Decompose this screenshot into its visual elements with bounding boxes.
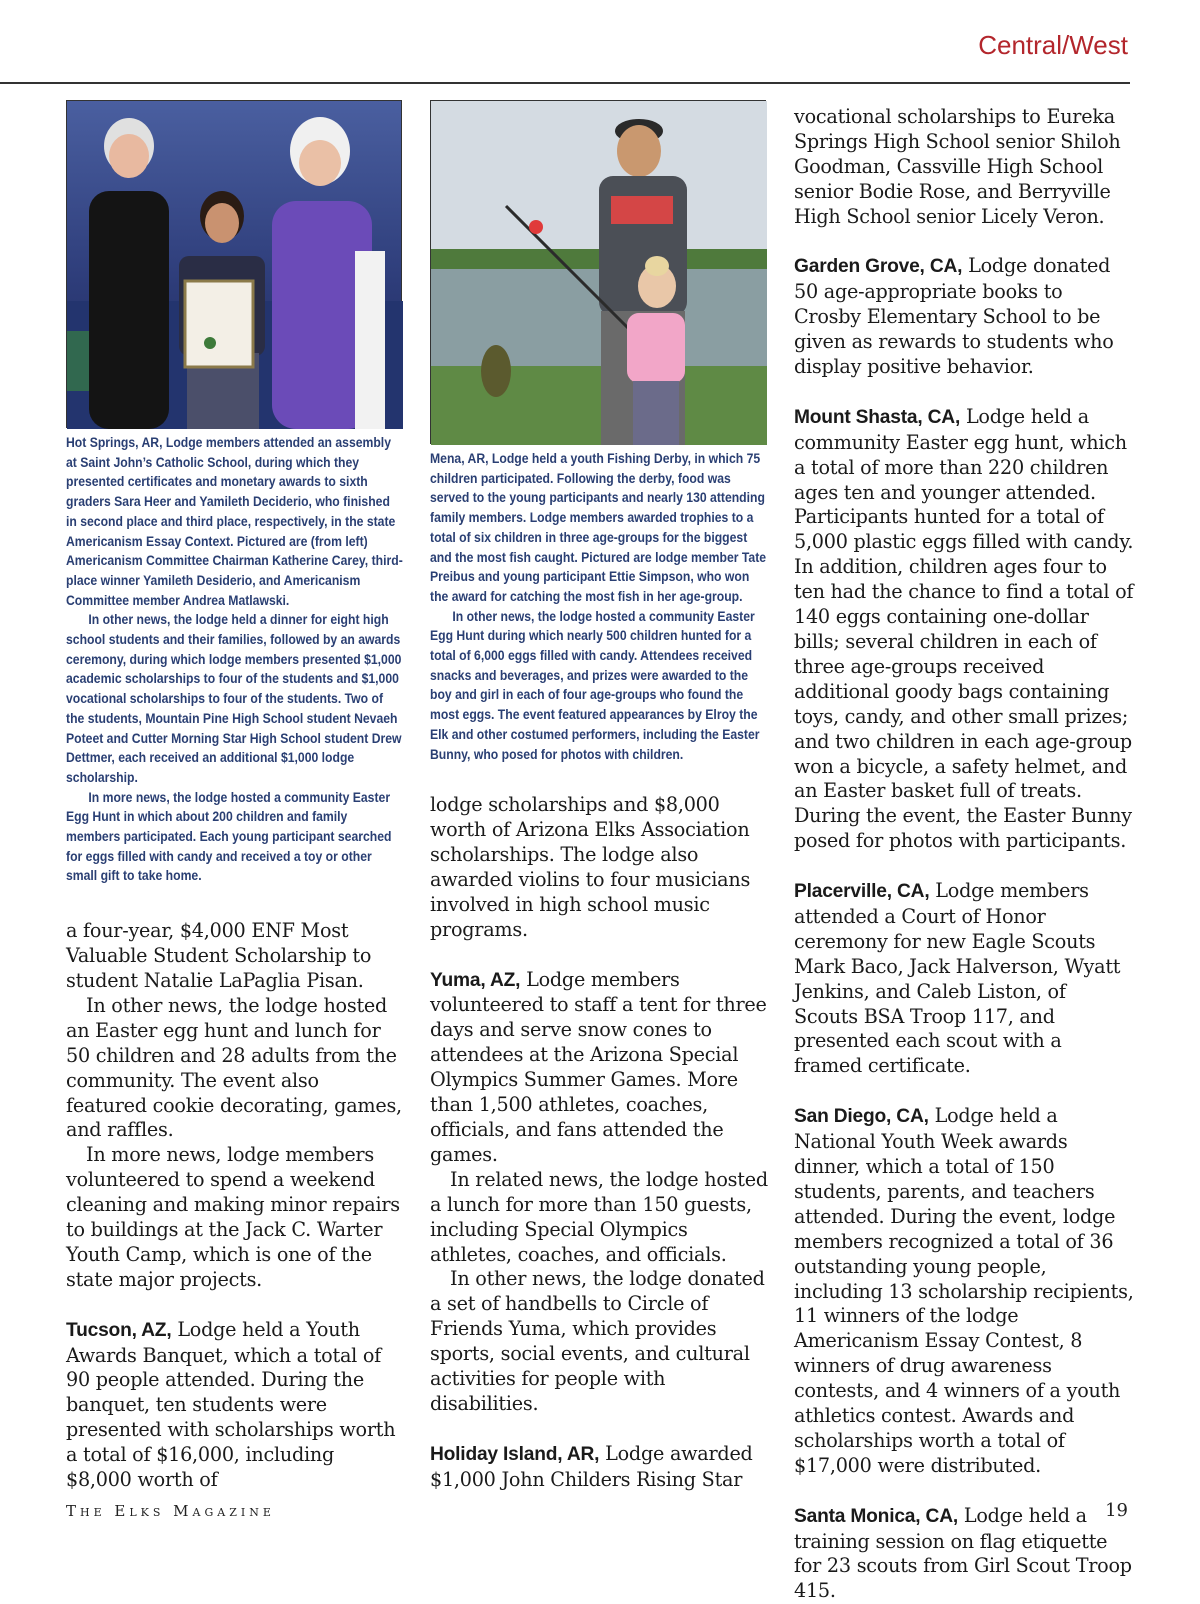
column-3-text <box>794 105 1134 1604</box>
paragraph-text: Lodge held a National Youth Week awards dinner, which a total of 150 students, parents, and teachers attended. During the event, lodge members recognized a total of 36 outstanding young people, including 13 scholarship recipients, 11 winners of the lodge Americanism Essay Contest, 8 winners of drug awareness contests, and 4 winners of a youth athletics contest. Awards and scholarships worth a total of $17,000 were distributed. <box>794 1104 1134 1477</box>
paragraph-text: Lodge members attended a Court of Honor ceremony for new Eagle Scouts Mark Baco, Jack Halverson, Wyatt Jenkins, and Caleb Liston, of Scouts BSA Troop 117, and presented each scout with a framed certificate. <box>794 879 1121 1078</box>
paragraph-text: Lodge held a community Easter egg hunt, which a total of more than 220 children ages ten and younger attended. Participants hunted for a total of 5,000 plastic eggs filled with candy. In addition, children ages four to ten had the chance to find a total of 140 eggs containing one-dollar bills; several children in each of three age-groups received additional goody bags containing toys, candy, and other small prizes; and two children in each age-group won a bicycle, a safety helmet, and an Easter basket full of treats. During the event, the Easter Bunny posed for photos with participants. <box>794 404 1134 853</box>
paragraph-text: Lodge held a training session on flag etiquette for 23 scouts from Girl Scout Troop 415. <box>794 1503 1132 1603</box>
column-1-text <box>66 919 402 1493</box>
paragraph-placerville <box>794 879 1134 1079</box>
photo-hot-springs-illustration <box>67 101 403 429</box>
place-name: Yuma, AZ, <box>430 969 521 991</box>
photo-hot-springs <box>66 100 402 428</box>
header-rule <box>0 82 1130 84</box>
paragraph-holiday-island <box>430 1442 768 1493</box>
caption-hot-springs <box>66 434 403 887</box>
paragraph: In related news, the lodge hosted a lunch for more than 150 guests, including Special Olympics athletes, coaches, and officials. <box>430 1167 768 1266</box>
photo-mena <box>430 100 766 444</box>
place-name: Santa Monica, CA, <box>794 1505 958 1527</box>
place-name: Garden Grove, CA, <box>794 256 963 278</box>
paragraph: In other news, the lodge donated a set of handbells to Circle of Friends Yuma, which provides sports, social events, and cultural activities for people with disabilities. <box>430 1267 765 1415</box>
paragraph: a four-year, $4,000 ENF Most Valuable Student Scholarship to student Natalie LaPaglia Pisan. <box>66 919 372 992</box>
place-name: Mount Shasta, CA, <box>794 406 961 428</box>
place-name: Placerville, CA, <box>794 881 930 903</box>
caption-mena <box>430 450 767 765</box>
caption-place: Hot Springs, AR, <box>66 435 163 451</box>
caption-text: Lodge held a youth Fishing Derby, in which 75 children participated. Following the derby, food was served to the young participants and nearly 130 attending family members. Lodge members awarded trophies to a total of six children in three age-groups for the biggest and the most fish caught. Pictured are lodge member Tate Preibus and young participant Ettie Simpson, who won the award for catching the most fish in her age-group. <box>430 451 767 605</box>
caption-paragraph: In other news, the lodge hosted a community Easter Egg Hunt during which nearly 500 children hunted for a total of 6,000 eggs filled with candy. Attendees received snacks and beverages, and prizes were awarded to the boy and girl in each of four age-groups who found the most eggs. The event featured appearances by Elroy the Elk and other costumed performers, including the Easter Bunny, who posed for photos with children. <box>430 608 760 763</box>
paragraph-text: Lodge donated 50 age-appropriate books to Crosby Elementary School to be given as rewards to students who display positive behavior. <box>794 254 1114 379</box>
paragraph: lodge scholarships and $8,000 worth of Arizona Elks Association scholarships. The lodge also awarded violins to four musicians involved in high school music programs. <box>430 793 751 941</box>
section-label: Central/West <box>978 30 1128 60</box>
caption-place: Mena, AR, <box>430 451 489 467</box>
column-2 <box>430 100 768 1493</box>
paragraph-text: Lodge members volunteered to staff a tent for three days and serve snow cones to attendees at the Arizona Special Olympics Summer Games. More than 1,500 athletes, coaches, officials, and fans attended the games. <box>430 967 767 1166</box>
caption-text: Lodge members attended an assembly at Saint John’s Catholic School, during which they presented certificates and monetary awards to sixth graders Sara Heer and Yamileth Deciderio, who finished in second place and third place, respectively, in the state Americanism Essay Context. Pictured are (from left) Americanism Committee Chairman Katherine Carey, third-place winner Yamileth Desiderio, and Americanism Committee member Andrea Matlawski. <box>66 435 403 609</box>
photo-mena-illustration <box>431 101 767 445</box>
place-name: San Diego, CA, <box>794 1106 929 1128</box>
paragraph-santa-monica <box>794 1504 1134 1604</box>
paragraph-san-diego <box>794 1104 1134 1479</box>
paragraph-text: Lodge awarded $1,000 John Childers Rising Star <box>430 1441 753 1491</box>
paragraph-garden-grove <box>794 254 1134 380</box>
caption-paragraph: In other news, the lodge held a dinner for eight high school students and their families, followed by an awards ceremony, during which lodge members presented $1,000 academic scholarships to four of the students and $1,000 vocational scholarships to four of the students. Two of the students, Mountain Pine High School student Nevaeh Poteet and Cutter Morning Star High School student Drew Dettmer, each received an additional $1,000 lodge scholarship. <box>66 612 402 786</box>
paragraph: In more news, lodge members volunteered to spend a weekend cleaning and making minor repairs to buildings at the Jack C. Warter Youth Camp, which is one of the state major projects. <box>66 1143 400 1291</box>
paragraph-yuma <box>430 968 768 1168</box>
footer-magazine-name: The Elks Magazine <box>66 1502 275 1520</box>
paragraph-tucson <box>66 1318 402 1493</box>
column-1 <box>66 100 402 1493</box>
caption-paragraph: In more news, the lodge hosted a community Easter Egg Hunt in which about 200 children and family members participated. Each young participant searched for eggs filled with candy and received a toy or other small gift to take home. <box>66 789 392 885</box>
page-number: 19 <box>1105 1500 1128 1521</box>
paragraph-mount-shasta <box>794 405 1134 854</box>
paragraph: In other news, the lodge hosted an Easter egg hunt and lunch for 50 children and 28 adults from the community. The event also featured cookie decorating, games, and raffles. <box>66 993 402 1142</box>
paragraph: vocational scholarships to Eureka Springs High School senior Shiloh Goodman, Cassville High School senior Bodie Rose, and Berryville High School senior Licely Veron. <box>794 105 1121 228</box>
paragraph-text: Lodge held a Youth Awards Banquet, which a total of 90 people attended. During the banquet, ten students were presented with scholarships worth a total of $16,000, including $8,000 worth of <box>66 1317 396 1492</box>
column-2-text <box>430 793 768 1492</box>
place-name: Tucson, AZ, <box>66 1319 172 1341</box>
column-3 <box>794 100 1134 1604</box>
place-name: Holiday Island, AR, <box>430 1443 600 1465</box>
